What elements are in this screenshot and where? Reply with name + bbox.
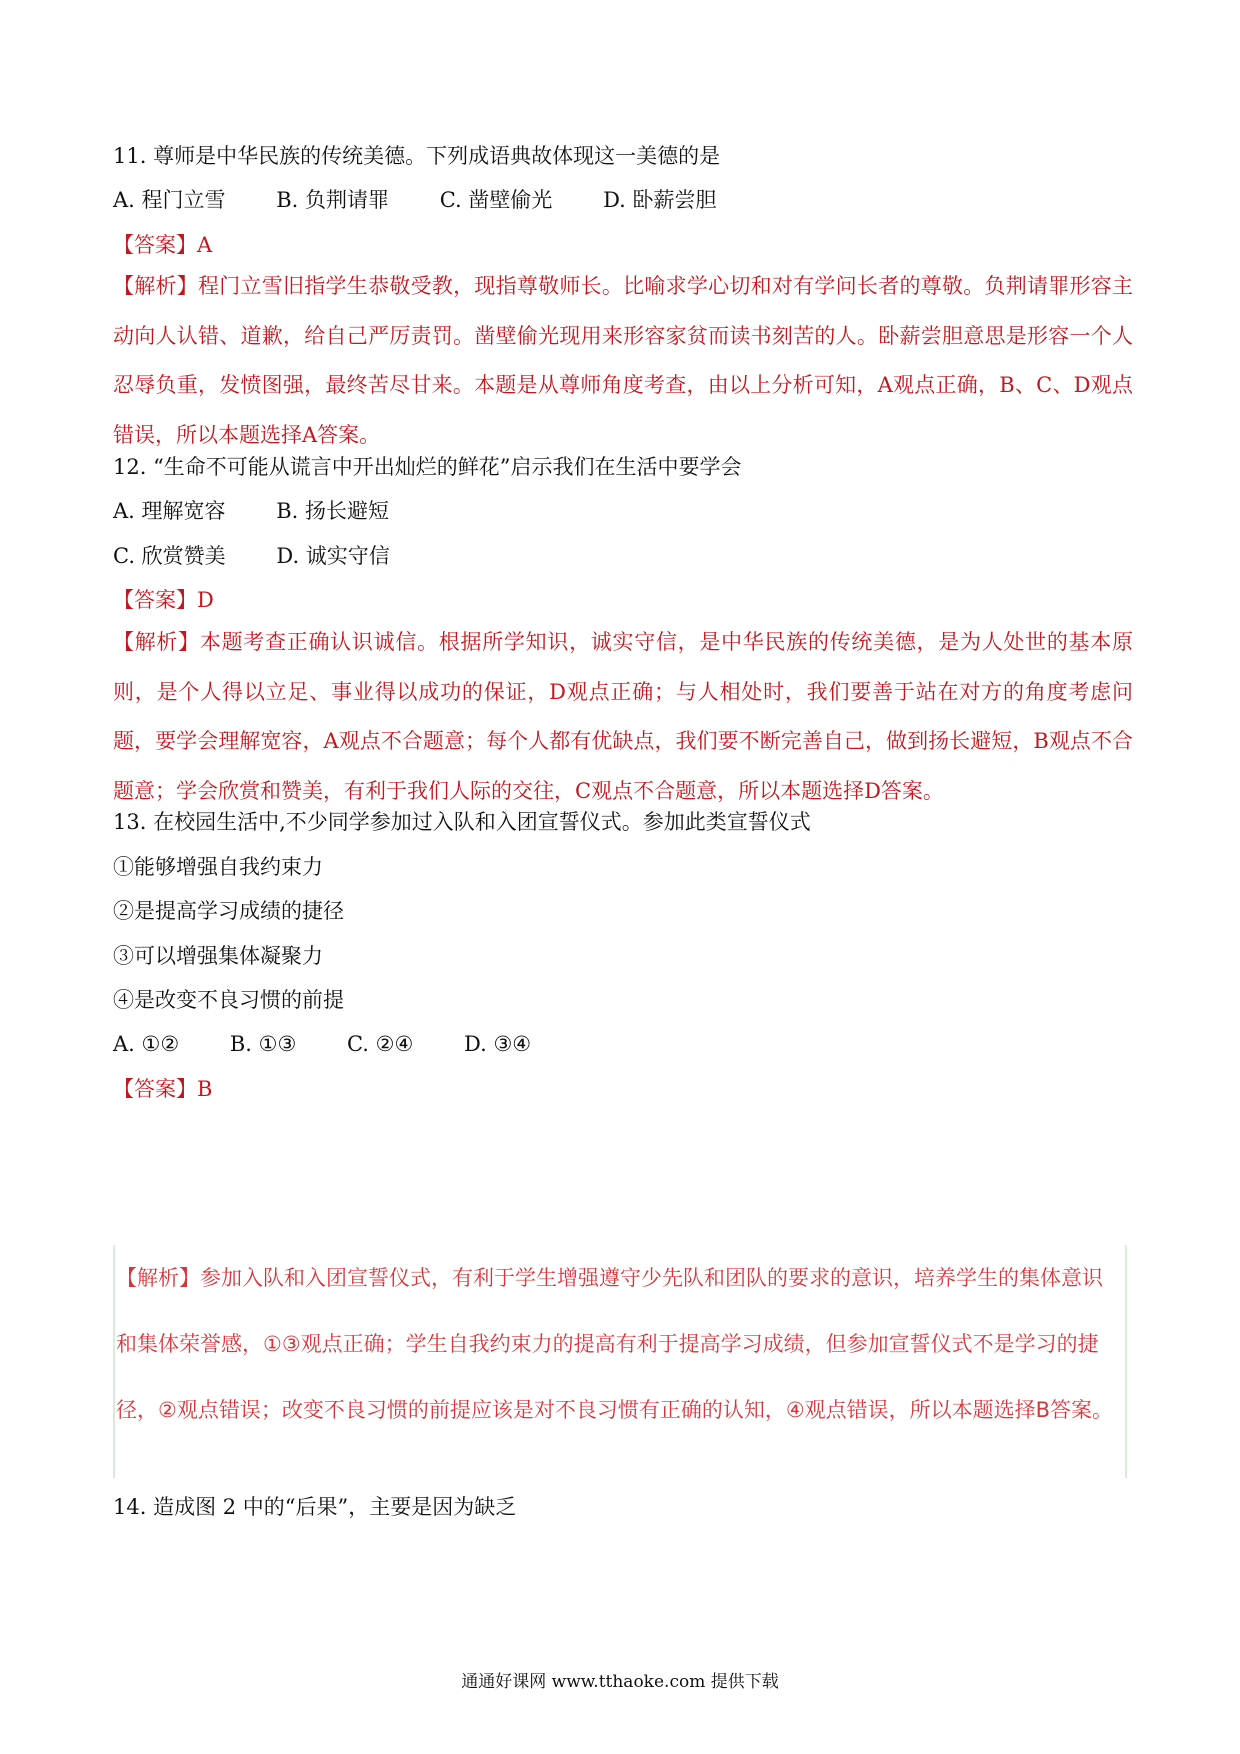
page-footer: 通通好课网 www.tthaoke.com 提供下载 [461, 1672, 779, 1692]
question-13-answer: 【答案】B [113, 1077, 213, 1101]
question-13-item-3: ③可以增强集体凝聚力 [113, 944, 323, 968]
question-11-stem: 11. 尊师是中华民族的传统美德。下列成语典故体现这一美德的是 [113, 144, 721, 168]
question-11-options [113, 185, 761, 215]
question-13-item-1: ①能够增强自我约束力 [113, 855, 323, 879]
option-a: A. 理解宽容 [113, 499, 226, 523]
question-13-options [113, 1029, 575, 1059]
option-d: D. ③④ [464, 1032, 532, 1056]
option-d: D. 卧薪尝胆 [603, 188, 717, 212]
question-12-analysis: 【解析】本题考查正确认识诚信。根据所学知识，诚实守信，是中华民族的传统美德，是为人处世的基本原则，是个人得以立足、事业得以成功的保证，D观点正确；与人相处时，我们要善于站在对方的角度考虑问题，要学会理解宽容，A观点不合题意；每个人都有优缺点，我们要不断完善自己，做到扬长避短，B观点不合题意；学会欣赏和赞美，有利于我们人际的交往，C观点不合题意，所以本题选择D答案。 [113, 630, 1133, 803]
question-12-options-row2 [113, 541, 434, 571]
question-13-analysis: 【解析】参加入队和入团宣誓仪式，有利于学生增强遵守少先队和团队的要求的意识，培养学生的集体意识和集体荣誉感，①③观点正确；学生自我约束力的提高有利于提高学习成绩，但参加宣誓仪式不是学习的捷径，②观点错误；改变不良习惯的前提应该是对不良习惯有正确的认知，④观点错误，所以本题选择B答案。 [116, 1266, 1114, 1422]
question-12-answer: 【答案】D [113, 588, 214, 612]
option-a: A. 程门立雪 [113, 188, 226, 212]
option-b: B. ①③ [229, 1032, 297, 1056]
option-a: A. ①② [113, 1032, 180, 1056]
option-c: C. 凿壁偷光 [439, 188, 553, 212]
option-d: D. 诚实守信 [276, 544, 390, 568]
question-11-answer: 【答案】A [113, 233, 213, 257]
option-b: B. 负荆请罪 [276, 188, 390, 212]
question-14-stem: 14. 造成图 2 中的“后果”，主要是因为缺乏 [113, 1495, 517, 1519]
question-13-stem: 13. 在校园生活中,不少同学参加过入队和入团宣誓仪式。参加此类宣誓仪式 [113, 810, 811, 834]
option-c: C. ②④ [346, 1032, 414, 1056]
question-11-analysis: 【解析】程门立雪旧指学生恭敬受教，现指尊敬师长。比喻求学心切和对有学问长者的尊敬。负荆请罪形容主动向人认错、道歉，给自己严厉责罚。凿壁偷光现用来形容家贫而读书刻苦的人。卧薪尝胆意思是形容一个人忍辱负重，发愤图强，最终苦尽甘来。本题是从尊师角度考查，由以上分析可知，A观点正确，B、C、D观点错误，所以本题选择A答案。 [113, 274, 1133, 447]
question-13-item-2: ②是提高学习成绩的捷径 [113, 899, 344, 923]
question-12-stem: 12. “生命不可能从谎言中开出灿烂的鲜花”启示我们在生活中要学会 [113, 455, 742, 479]
question-13-item-4: ④是改变不良习惯的前提 [113, 988, 344, 1012]
option-b: B. 扬长避短 [276, 499, 390, 523]
question-12-options-row1 [113, 496, 433, 526]
option-c: C. 欣赏赞美 [113, 544, 226, 568]
